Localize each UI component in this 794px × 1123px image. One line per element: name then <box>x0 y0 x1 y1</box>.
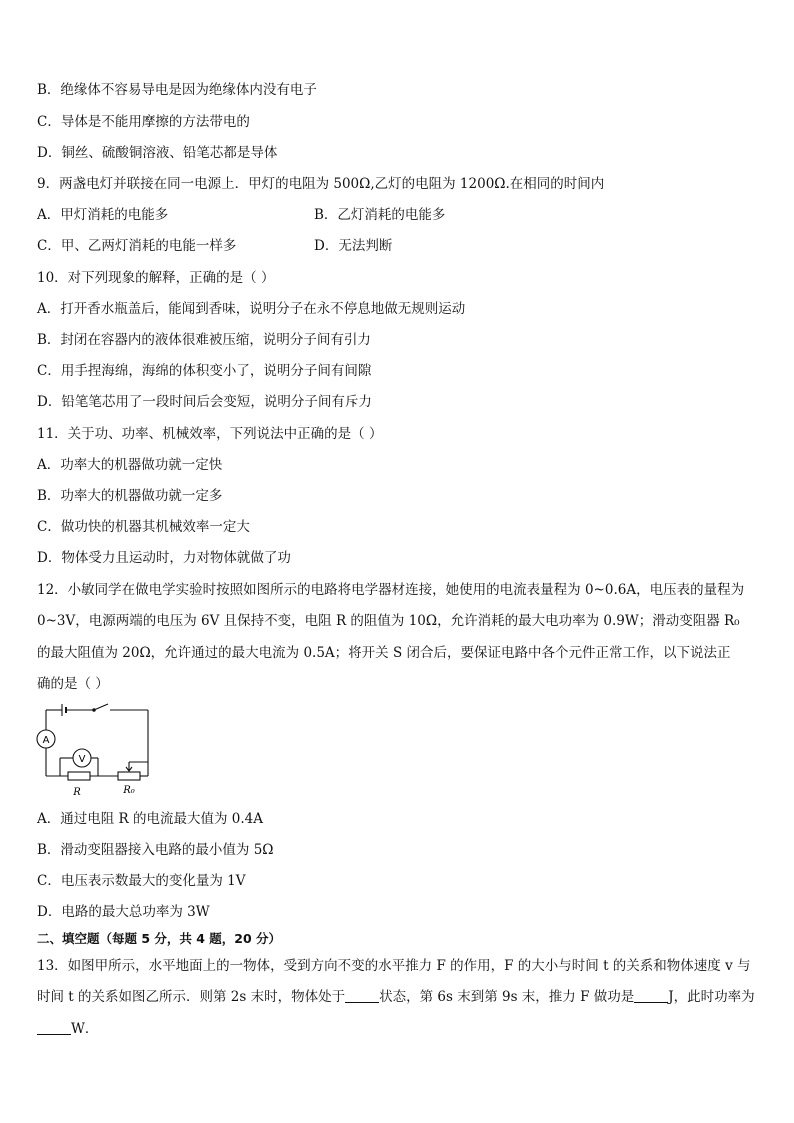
q10-stem: 10．对下列现象的解释，正确的是（ ） <box>37 270 275 286</box>
q9-option-a: A．甲灯消耗的电能多 <box>37 207 169 223</box>
q11-option-c: C．做功快的机器其机械效率一定大 <box>37 519 250 535</box>
q13-text-part-2: 状态，第 6s 末到第 9s 末，推力 F 做功是 <box>379 989 635 1005</box>
q13-text-part-1: 时间 t 的关系如图乙所示．则第 2s 末时，物体处于 <box>37 989 346 1005</box>
q9-stem: 9．两盏电灯并联接在同一电源上．甲灯的电阻为 500Ω,乙灯的电阻为 1200Ω.在相同的时间内 <box>37 176 605 192</box>
circuit-diagram <box>32 698 162 800</box>
section-heading: 二、填空题（每题 5 分，共 4 题，20 分） <box>37 931 282 946</box>
rheostat-label: R₀ <box>123 785 135 796</box>
answer-blank-1[interactable] <box>345 988 379 1003</box>
q12-option-a: A．通过电阻 R 的电流最大值为 0.4A <box>37 811 264 827</box>
q9-option-d: D．无法判断 <box>314 238 393 254</box>
q13-text-part-4: W． <box>71 1021 99 1037</box>
q10-option-d: D．铅笔笔芯用了一段时间后会变短，说明分子间有斥力 <box>37 394 372 410</box>
q13-stem-line-1: 13．如图甲所示，水平地面上的一物体，受到方向不变的水平推力 F 的作用，F 的大小与时间 t 的关系和物体速度 v 与 <box>37 958 751 974</box>
q12-option-b: B．滑动变阻器接入电路的最小值为 5Ω <box>37 842 274 858</box>
q8-option-b: B．绝缘体不容易导电是因为绝缘体内没有电子 <box>37 82 317 98</box>
rheostat-icon <box>118 772 140 780</box>
q8-option-d: D．铜丝、硫酸铜溶液、铅笔芯都是导体 <box>37 145 278 161</box>
q13-text-part-3: J，此时功率为 <box>668 989 755 1005</box>
q12-option-c: C．电压表示数最大的变化量为 1V <box>37 873 246 889</box>
q13-stem-line-2 <box>37 987 755 1007</box>
q12-stem-line-3: 的最大阻值为 20Ω，允许通过的最大电流为 0.5A；将开关 S 闭合后，要保证电路中各个元件正常工作，以下说法正 <box>37 645 731 661</box>
q11-stem: 11．关于功、功率、机械效率，下列说法中正确的是（ ） <box>37 426 383 442</box>
resistor-icon <box>68 772 90 780</box>
voltmeter-label: V <box>78 754 86 765</box>
resistor-label: R <box>73 787 81 798</box>
q11-option-d: D．物体受力且运动时，力对物体就做了功 <box>37 550 291 566</box>
q9-option-b: B．乙灯消耗的电能多 <box>314 207 446 223</box>
answer-blank-3[interactable] <box>37 1020 71 1035</box>
q11-option-b: B．功率大的机器做功就一定多 <box>37 488 223 504</box>
q10-option-c: C．用手捏海绵，海绵的体积变小了，说明分子间有间隙 <box>37 363 372 379</box>
ammeter-label: A <box>42 735 50 746</box>
q12-stem-line-2: 0~3V，电源两端的电压为 6V 且保持不变，电阻 R 的阻值为 10Ω，允许消耗的最大电功率为 0.9W；滑动变阻器 R₀ <box>37 613 740 629</box>
q12-option-d: D．电路的最大总功率为 3W <box>37 904 210 920</box>
q8-option-c: C．导体是不能用摩擦的方法带电的 <box>37 114 250 130</box>
q12-stem-line-4: 确的是（ ） <box>37 676 109 692</box>
q10-option-a: A．打开香水瓶盖后，能闻到香味，说明分子在永不停息地做无规则运动 <box>37 301 466 317</box>
q10-option-b: B．封闭在容器内的液体很难被压缩，说明分子间有引力 <box>37 332 371 348</box>
q13-stem-line-3 <box>37 1019 98 1039</box>
q12-stem-line-1: 12．小敏同学在做电学实验时按照如图所示的电路将电学器材连接，她使用的电流表量程为 0~0.6A，电压表的量程为 <box>37 582 745 598</box>
q9-option-c: C．甲、乙两灯消耗的电能一样多 <box>37 238 237 254</box>
q11-option-a: A．功率大的机器做功就一定快 <box>37 457 223 473</box>
switch-lever <box>94 704 108 710</box>
answer-blank-2[interactable] <box>634 988 668 1003</box>
